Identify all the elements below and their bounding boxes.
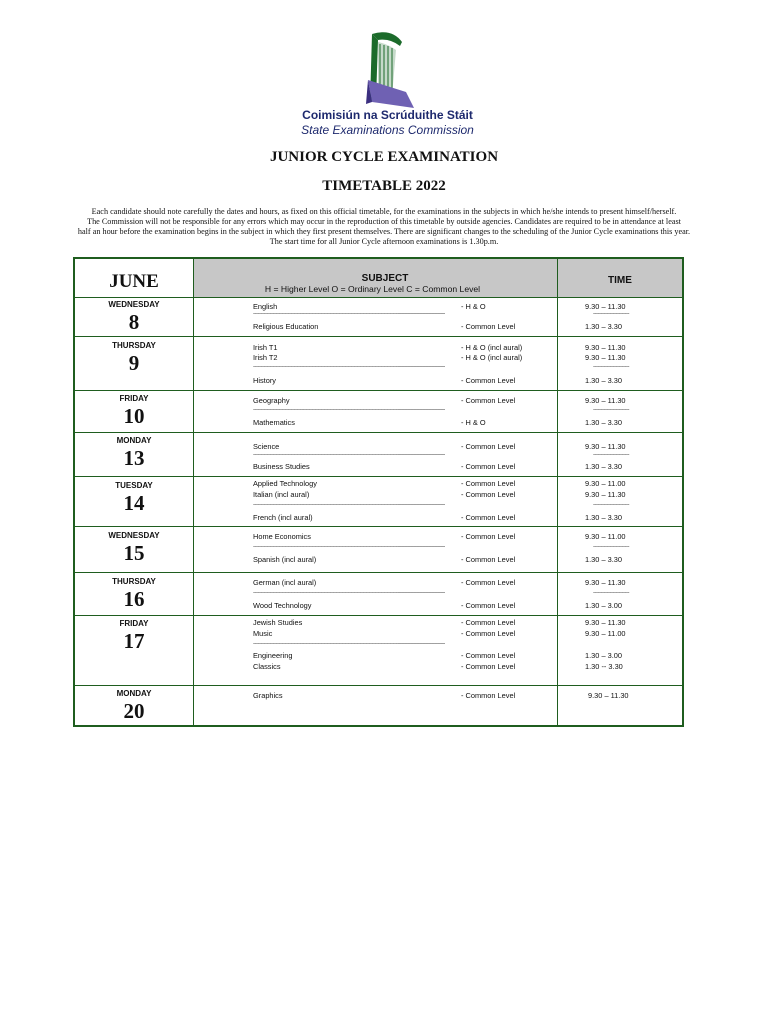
subject-name: Business Studies [253, 462, 310, 471]
subject-name: Geography [253, 396, 290, 405]
subject-level: - H & O [461, 418, 486, 427]
day-label: FRIDAY [119, 394, 149, 403]
day-label: WEDNESDAY [108, 531, 160, 540]
date-number: 9 [128, 351, 140, 375]
time-separator-dashes: ------------------------ [593, 311, 629, 317]
column-divider [682, 259, 683, 725]
exam-time: 9.30 – 11.30 [585, 396, 626, 405]
time-separator-dashes: ------------------------ [593, 590, 629, 596]
subject-level: - Common Level [461, 513, 516, 522]
day-label: MONDAY [116, 436, 152, 445]
row-divider [75, 685, 682, 686]
subject-level: - Common Level [461, 601, 516, 610]
subject-header: SUBJECT [361, 273, 409, 284]
subject-name: French (incl aural) [253, 513, 313, 522]
subject-name: Jewish Studies [253, 618, 303, 627]
subject-name: Classics [253, 662, 281, 671]
subject-level: - Common Level [461, 396, 516, 405]
row-divider [75, 476, 682, 477]
exam-time: 1.30 – 3.30 [585, 462, 622, 471]
exam-time: 9.30 – 11.00 [585, 479, 626, 488]
subject-name: Engineering [253, 651, 293, 660]
subject-level: - H & O [461, 302, 486, 311]
row-divider [75, 526, 682, 527]
subject-name: Mathematics [253, 418, 295, 427]
subject-level: - Common Level [461, 490, 516, 499]
subject-name: German (incl aural) [253, 578, 317, 587]
date-number: 13 [123, 446, 145, 470]
day-label: THURSDAY [112, 341, 156, 350]
exam-time: 1.30 – 3.30 [585, 376, 622, 385]
row-divider [75, 297, 682, 298]
subject-name: Spanish (incl aural) [253, 555, 317, 564]
row-divider [75, 432, 682, 433]
subject-name: History [253, 376, 276, 385]
date-number: 14 [123, 491, 145, 515]
exam-time: 1.30 – 3.00 [585, 651, 622, 660]
subject-level: - Common Level [461, 618, 516, 627]
exam-time: 9.30 – 11.30 [585, 343, 626, 352]
separator-dashes: -------------------------------------------------------------------------------------------------------------------------------- [253, 452, 445, 458]
page-subtitle: TIMETABLE 2022 [322, 178, 446, 194]
date-number: 20 [123, 699, 145, 723]
exam-time: 1.30 – 3.30 [585, 418, 622, 427]
row-divider [75, 336, 682, 337]
subject-level: - Common Level [461, 479, 516, 488]
intro-paragraph [40, 207, 728, 247]
subject-level: - H & O (incl aural) [461, 353, 523, 362]
time-separator-dashes: ------------------------ [593, 452, 629, 458]
exam-time: 9.30 – 11.30 [585, 490, 626, 499]
time-separator-dashes: ------------------------ [593, 407, 629, 413]
separator-dashes: -------------------------------------------------------------------------------------------------------------------------------- [253, 311, 445, 317]
day-label: THURSDAY [112, 577, 156, 586]
subject-name: Science [253, 442, 280, 451]
subject-level: - Common Level [461, 376, 516, 385]
time-separator-dashes: ------------------------ [593, 544, 629, 550]
subject-name: Wood Technology [253, 601, 312, 610]
exam-time: 9.30 – 11.30 [585, 353, 626, 362]
exam-time: 9.30 – 11.30 [585, 442, 626, 451]
date-number: 10 [123, 404, 145, 428]
row-divider [75, 390, 682, 391]
exam-time: 9.30 – 11.00 [585, 629, 626, 638]
subject-level: - H & O (incl aural) [461, 343, 523, 352]
subject-name: Irish T1 [253, 343, 278, 352]
column-divider [557, 259, 558, 725]
row-divider [75, 615, 682, 616]
separator-dashes: -------------------------------------------------------------------------------------------------------------------------------- [253, 407, 445, 413]
day-label: TUESDAY [115, 481, 153, 490]
exam-time: 1.30 – 3.30 [585, 555, 622, 564]
exam-time: 9.30 – 11.30 [588, 691, 629, 700]
subject-level: - Common Level [461, 629, 516, 638]
date-number: 15 [123, 541, 145, 565]
subject-level: - Common Level [461, 462, 516, 471]
separator-dashes: -------------------------------------------------------------------------------------------------------------------------------- [253, 641, 445, 647]
exam-time: 9.30 – 11.30 [585, 578, 626, 587]
subject-level: - Common Level [461, 662, 516, 671]
separator-dashes: -------------------------------------------------------------------------------------------------------------------------------- [253, 544, 445, 550]
exam-time: 9.30 – 11.30 [585, 618, 626, 627]
subject-name: Applied Technology [253, 479, 317, 488]
exam-time: 9.30 – 11.00 [585, 532, 626, 541]
subject-level: - Common Level [461, 322, 516, 331]
exam-time: 1.30 -- 3.30 [585, 662, 623, 671]
day-label: FRIDAY [119, 619, 149, 628]
column-divider [193, 259, 194, 725]
sec-logo [300, 30, 475, 138]
time-header: TIME [608, 275, 632, 286]
subject-name: Religious Education [253, 322, 319, 331]
subject-level: - Common Level [461, 651, 516, 660]
day-label: WEDNESDAY [108, 300, 160, 309]
subject-name: Italian (incl aural) [253, 490, 310, 499]
harp-logo-icon [362, 30, 420, 110]
level-key: H = Higher Level O = Ordinary Level C = Common Level [264, 284, 481, 294]
exam-time: 1.30 – 3.30 [585, 513, 622, 522]
month-header: JUNE [109, 271, 159, 292]
subject-level: - Common Level [461, 532, 516, 541]
time-separator-dashes: ------------------------ [593, 364, 629, 370]
row-divider [75, 572, 682, 573]
exam-time: 9.30 – 11.30 [585, 302, 626, 311]
intro-line: The start time for all Junior Cycle afternoon examinations is 1.30p.m. [269, 237, 499, 246]
timetable [73, 257, 684, 727]
subject-level: - Common Level [461, 555, 516, 564]
subject-level: - Common Level [461, 578, 516, 587]
intro-line: half an hour before the examination begins in the subject in which they first present themselves. There are significant changes to the scheduling of the Junior Cycle examinations this year. [77, 227, 691, 236]
date-number: 8 [128, 310, 140, 334]
date-number: 17 [123, 629, 145, 653]
intro-line: Each candidate should note carefully the dates and hours, as fixed on this official timetable, for the examinations in the subjects in which he/she intends to present himself/herself. [91, 207, 677, 216]
logo-name-english: State Examinations Commission [301, 123, 474, 137]
day-label: MONDAY [116, 689, 152, 698]
exam-time: 1.30 – 3.00 [585, 601, 622, 610]
intro-line: The Commission will not be responsible for any errors which may occur in the reproduction of this timetable by outside agencies. Candidates are required to be in attendance at least [87, 217, 681, 226]
time-separator-dashes: ------------------------ [593, 502, 629, 508]
subject-name: Graphics [253, 691, 283, 700]
separator-dashes: -------------------------------------------------------------------------------------------------------------------------------- [253, 590, 445, 596]
subject-name: English [253, 302, 278, 311]
page-title: JUNIOR CYCLE EXAMINATION [269, 149, 499, 165]
subject-name: Music [253, 629, 273, 638]
logo-name-irish: Coimisiún na Scrúduithe Stáit [302, 108, 473, 122]
subject-level: - Common Level [461, 442, 516, 451]
separator-dashes: -------------------------------------------------------------------------------------------------------------------------------- [253, 364, 445, 370]
subject-name: Home Economics [253, 532, 311, 541]
separator-dashes: -------------------------------------------------------------------------------------------------------------------------------- [253, 502, 445, 508]
date-number: 16 [123, 587, 145, 611]
exam-time: 1.30 – 3.30 [585, 322, 622, 331]
subject-level: - Common Level [461, 691, 516, 700]
subject-name: Irish T2 [253, 353, 278, 362]
